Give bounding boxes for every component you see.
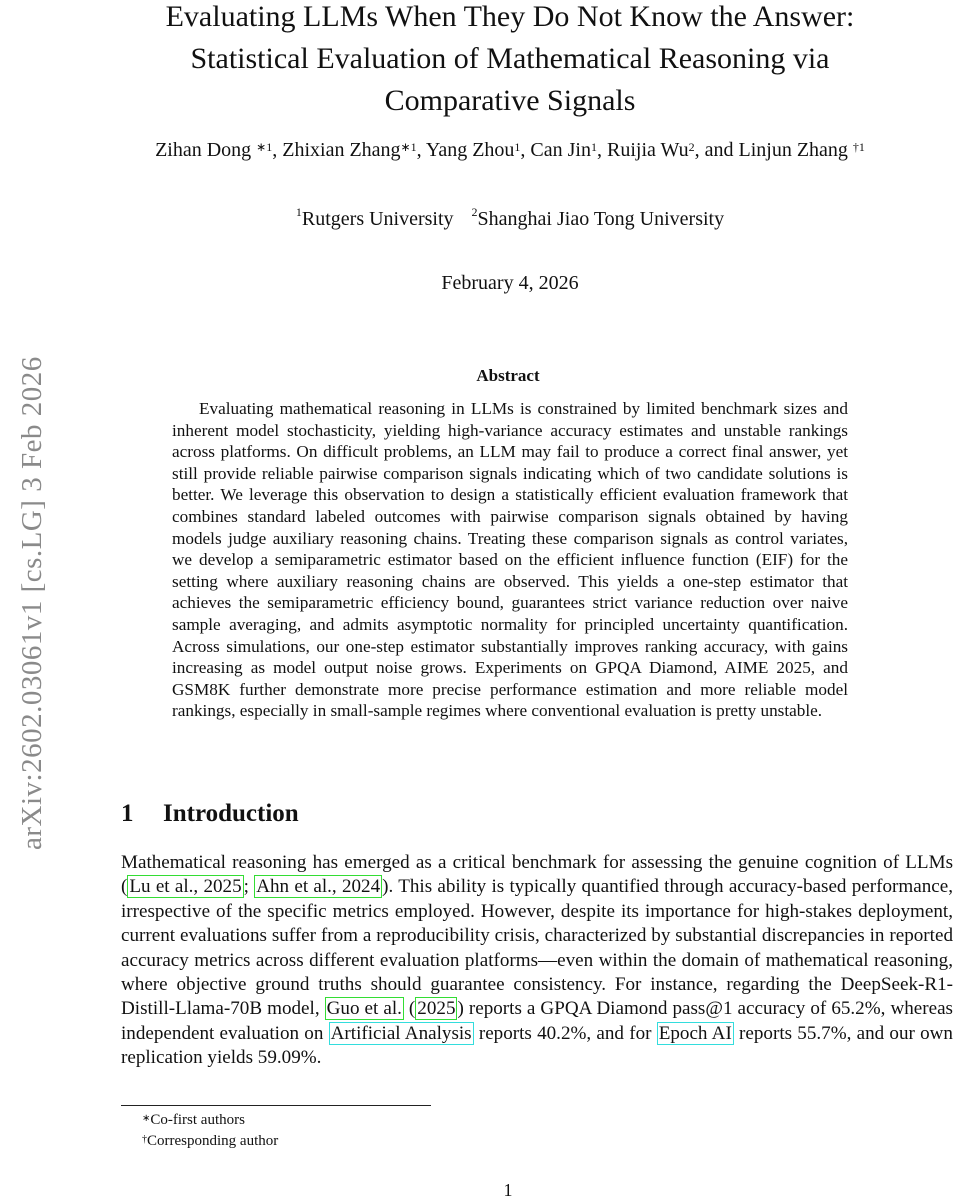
affiliation-name: Rutgers University (301, 208, 454, 230)
body-text: ( (403, 998, 416, 1020)
body-text: Mathematical reasoning has emerged as a critical benchmark for assessing the genuine cognition of LLMs ( (121, 852, 953, 898)
author-separator: , (520, 139, 531, 161)
author-name: Zhixian Zhang (282, 139, 401, 161)
affiliations (110, 205, 910, 231)
citation-link[interactable]: Ahn et al., 2024 (256, 876, 381, 898)
author-name: Zihan Dong (155, 139, 257, 161)
section-number: 1 (121, 800, 134, 827)
body-text: reports 55.7%, and our own replication yields 59.09%. (121, 1022, 953, 1069)
body-text: reports 40.2%, and for (473, 1022, 657, 1044)
body-text: ; (243, 876, 255, 898)
affiliation-mark: 1 (295, 205, 302, 219)
title-line: Statistical Evaluation of Mathematical Reasoning via (190, 42, 830, 75)
footnote-divider (121, 1105, 431, 1106)
author-mark: †1 (852, 140, 865, 154)
author-name: Yang Zhou (425, 139, 515, 161)
citation-link[interactable]: Lu et al., 2025 (129, 876, 242, 898)
section-title: Introduction (163, 800, 299, 827)
author-name: Ruijia Wu (606, 139, 689, 161)
footnote-mark: ∗ (142, 1113, 151, 1124)
footnotes (142, 1110, 278, 1152)
body-text: ) reports a GPQA Diamond pass@1 accuracy of 65.2%, whereas independent evaluation on (121, 998, 953, 1044)
citation-link[interactable]: Guo et al. (326, 998, 402, 1020)
author-mark: 1 (514, 140, 521, 154)
author-list (110, 138, 910, 163)
page-number: 1 (503, 1180, 513, 1200)
footnote-mark: † (142, 1134, 147, 1145)
author-mark: 2 (688, 140, 695, 154)
footnote-text: Co-first authors (150, 1112, 245, 1128)
footnote (142, 1131, 278, 1152)
section-heading (121, 800, 299, 828)
author-separator: , (416, 139, 426, 161)
author-separator: , (272, 139, 283, 161)
author-separator: , and (694, 139, 739, 161)
body-text: ). This ability is typically quantified through accuracy-based performance, irrespective of the specific metrics employed. However, despite its importance for high-stakes deployment, current evaluations suffer from a reproducibility crisis, characterized by substantial discrepancies in reported accuracy metrics across different evaluation platforms—even within the domain of mathematical reasoning, where objective ground truths should guarantee consistency. For instance, regarding the DeepSeek-R1-Distill-Llama-70B model, (121, 876, 953, 1020)
author-mark: ∗1 (256, 140, 273, 154)
affiliation-mark: 2 (471, 205, 478, 219)
author-mark: 1 (590, 140, 597, 154)
footnote (142, 1110, 278, 1131)
arxiv-identifier: arXiv:2602.03061v1 [cs.LG] 3 Feb 2026 (16, 356, 48, 850)
paper-title (110, 0, 910, 122)
author-name: Linjun Zhang (738, 139, 853, 161)
title-line: Comparative Signals (384, 84, 636, 117)
abstract-text: Evaluating mathematical reasoning in LLMs is constrained by limited benchmark sizes and inherent model stochasticity, yielding high-variance accuracy estimates and unstable rankings across platforms. On difficult problems, an LLM may fail to produce a correct final answer, yet still provide reliable pairwise comparison signals indicating which of two candidate solutions is better. We leverage this observation to design a statistically efficient evaluation framework that combines standard labeled outcomes with pairwise comparison signals obtained by having models judge auxiliary reasoning chains. Treating these comparison signals as control variates, we develop a semiparametric estimator based on the efficient influence function (EIF) for the setting where auxiliary reasoning chains are observed. This yields a one-step estimator that achieves the semiparametric efficiency bound, guarantees strict variance reduction over naive sample averaging, and admits asymptotic normality for principled uncertainty quantification. Across simulations, our one-step estimator substantially improves ranking accuracy, with gains increasing as model output noise grows. Experiments on GPQA Diamond, AIME 2025, and GSM8K further demonstrate more precise performance estimation and more reliable model rankings, especially in small-sample regimes where conventional evaluation is pretty unstable. (172, 399, 848, 721)
author-mark: ∗1 (400, 140, 417, 154)
author-separator: , (596, 139, 607, 161)
paper-date: February 4, 2026 (441, 272, 579, 294)
abstract-heading: Abstract (476, 366, 540, 385)
affiliation-name: Shanghai Jiao Tong University (477, 208, 725, 230)
url-link[interactable]: Epoch AI (658, 1022, 732, 1044)
url-link[interactable]: Artificial Analysis (330, 1022, 472, 1044)
citation-link[interactable]: 2025 (417, 998, 456, 1020)
author-name: Can Jin (530, 139, 591, 161)
introduction-paragraph (121, 851, 953, 1071)
title-line: Evaluating LLMs When They Do Not Know the Answer: (165, 0, 855, 33)
footnote-text: Corresponding author (147, 1133, 279, 1149)
